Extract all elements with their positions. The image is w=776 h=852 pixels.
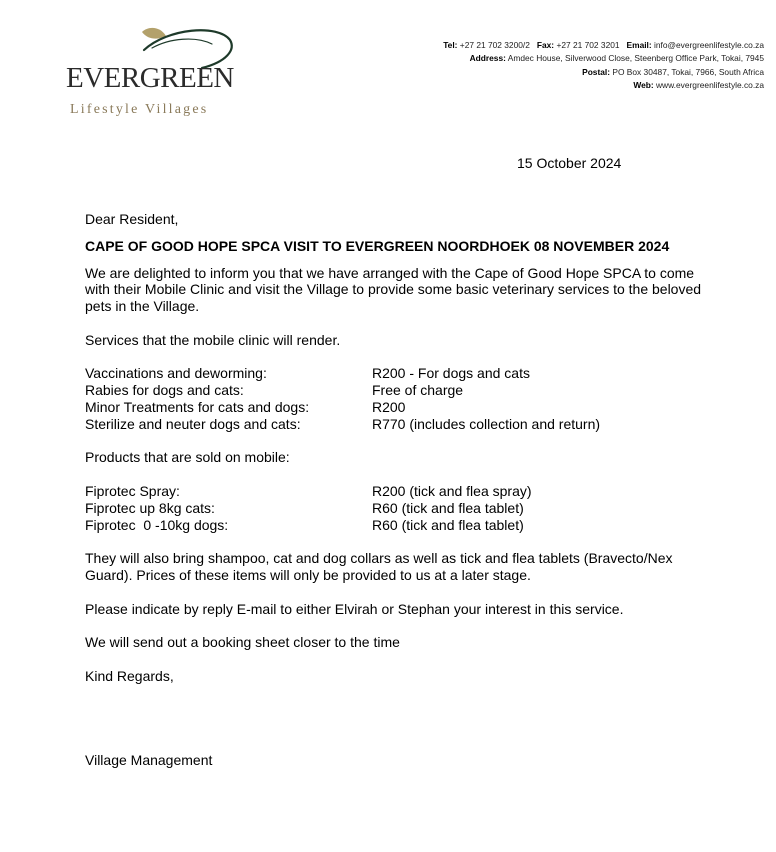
letter-body bbox=[85, 211, 705, 769]
service-row bbox=[85, 382, 705, 399]
service-item: Vaccinations and deworming: bbox=[85, 365, 267, 382]
service-price: R200 - For dogs and cats bbox=[372, 365, 530, 382]
service-item: Sterilize and neuter dogs and cats: bbox=[85, 415, 301, 432]
contact-line-address: Address: Amdec House, Silverwood Close, Steenberg Office Park, Tokai, 7945 bbox=[469, 53, 764, 64]
service-row bbox=[85, 365, 705, 382]
reply-paragraph: Please indicate by reply E-mail to either Elvirah or Stephan your interest in this service. bbox=[85, 600, 624, 617]
postal-address: PO Box 30487, Tokai, 7966, South Africa bbox=[612, 66, 764, 77]
phone-number: +27 21 702 3200/2 bbox=[459, 40, 530, 50]
letter-heading: CAPE OF GOOD HOPE SPCA VISIT TO EVERGREEN NOORDHOEK 08 NOVEMBER 2024 bbox=[85, 237, 670, 254]
services-list bbox=[85, 365, 705, 432]
service-price: R770 (includes collection and return) bbox=[372, 415, 601, 432]
closing: Kind Regards, bbox=[85, 667, 174, 684]
contact-line-postal: Postal: PO Box 30487, Tokai, 7966, South Africa bbox=[582, 66, 764, 77]
email-address: info@evergreenlifestyle.co.za bbox=[654, 40, 764, 50]
product-price: R60 (tick and flea tablet) bbox=[372, 516, 524, 533]
product-row bbox=[85, 500, 705, 517]
intro-paragraph: We are delighted to inform you that we have arranged with the Cape of Good Hope SPCA to come with their Mobile Clinic and visit the Village to provide some basic veterinary services to the beloved pets in the Village. bbox=[85, 264, 702, 315]
product-item: Fiprotec 0 -10kg dogs: bbox=[85, 516, 229, 533]
service-row bbox=[85, 399, 705, 416]
products-list bbox=[85, 483, 705, 533]
contact-line-phone: Tel: +27 21 702 3200/2 Fax: +27 21 702 3201 Email: info@evergreenlifestyle.co.za bbox=[443, 40, 764, 50]
service-price: R200 bbox=[372, 398, 406, 415]
salutation: Dear Resident, bbox=[85, 211, 179, 227]
contact-block bbox=[443, 39, 764, 93]
products-title: Products that are sold on mobile: bbox=[85, 449, 290, 466]
logo-wordmark: EVERGREEN bbox=[66, 62, 234, 94]
product-row bbox=[85, 483, 705, 500]
service-item: Minor Treatments for cats and dogs: bbox=[85, 398, 310, 415]
extra-items-paragraph: They will also bring shampoo, cat and dog collars as well as tick and flea tablets (Bravecto/Nex Guard). Prices of these items will only be provided to us at a later stage. bbox=[85, 550, 673, 583]
logo-tagline: Lifestyle Villages bbox=[70, 102, 209, 117]
services-title: Services that the mobile clinic will render. bbox=[85, 331, 341, 348]
service-price: Free of charge bbox=[372, 382, 464, 399]
letter-date: 15 October 2024 bbox=[517, 155, 622, 171]
company-logo bbox=[66, 26, 241, 121]
product-item: Fiprotec up 8kg cats: bbox=[85, 499, 215, 516]
product-row bbox=[85, 517, 705, 534]
fax-number: +27 21 702 3201 bbox=[556, 40, 620, 50]
product-price: R60 (tick and flea tablet) bbox=[372, 499, 524, 516]
service-row bbox=[85, 416, 705, 433]
booking-paragraph: We will send out a booking sheet closer to the time bbox=[85, 634, 400, 651]
signature: Village Management bbox=[85, 751, 213, 768]
contact-line-web: Web: www.evergreenlifestyle.co.za bbox=[633, 80, 764, 91]
product-price: R200 (tick and flea spray) bbox=[372, 482, 532, 499]
service-item: Rabies for dogs and cats: bbox=[85, 382, 244, 399]
website: www.evergreenlifestyle.co.za bbox=[656, 80, 764, 91]
product-item: Fiprotec Spray: bbox=[85, 482, 180, 499]
street-address: Amdec House, Silverwood Close, Steenberg Office Park, Tokai, 7945 bbox=[507, 53, 764, 64]
